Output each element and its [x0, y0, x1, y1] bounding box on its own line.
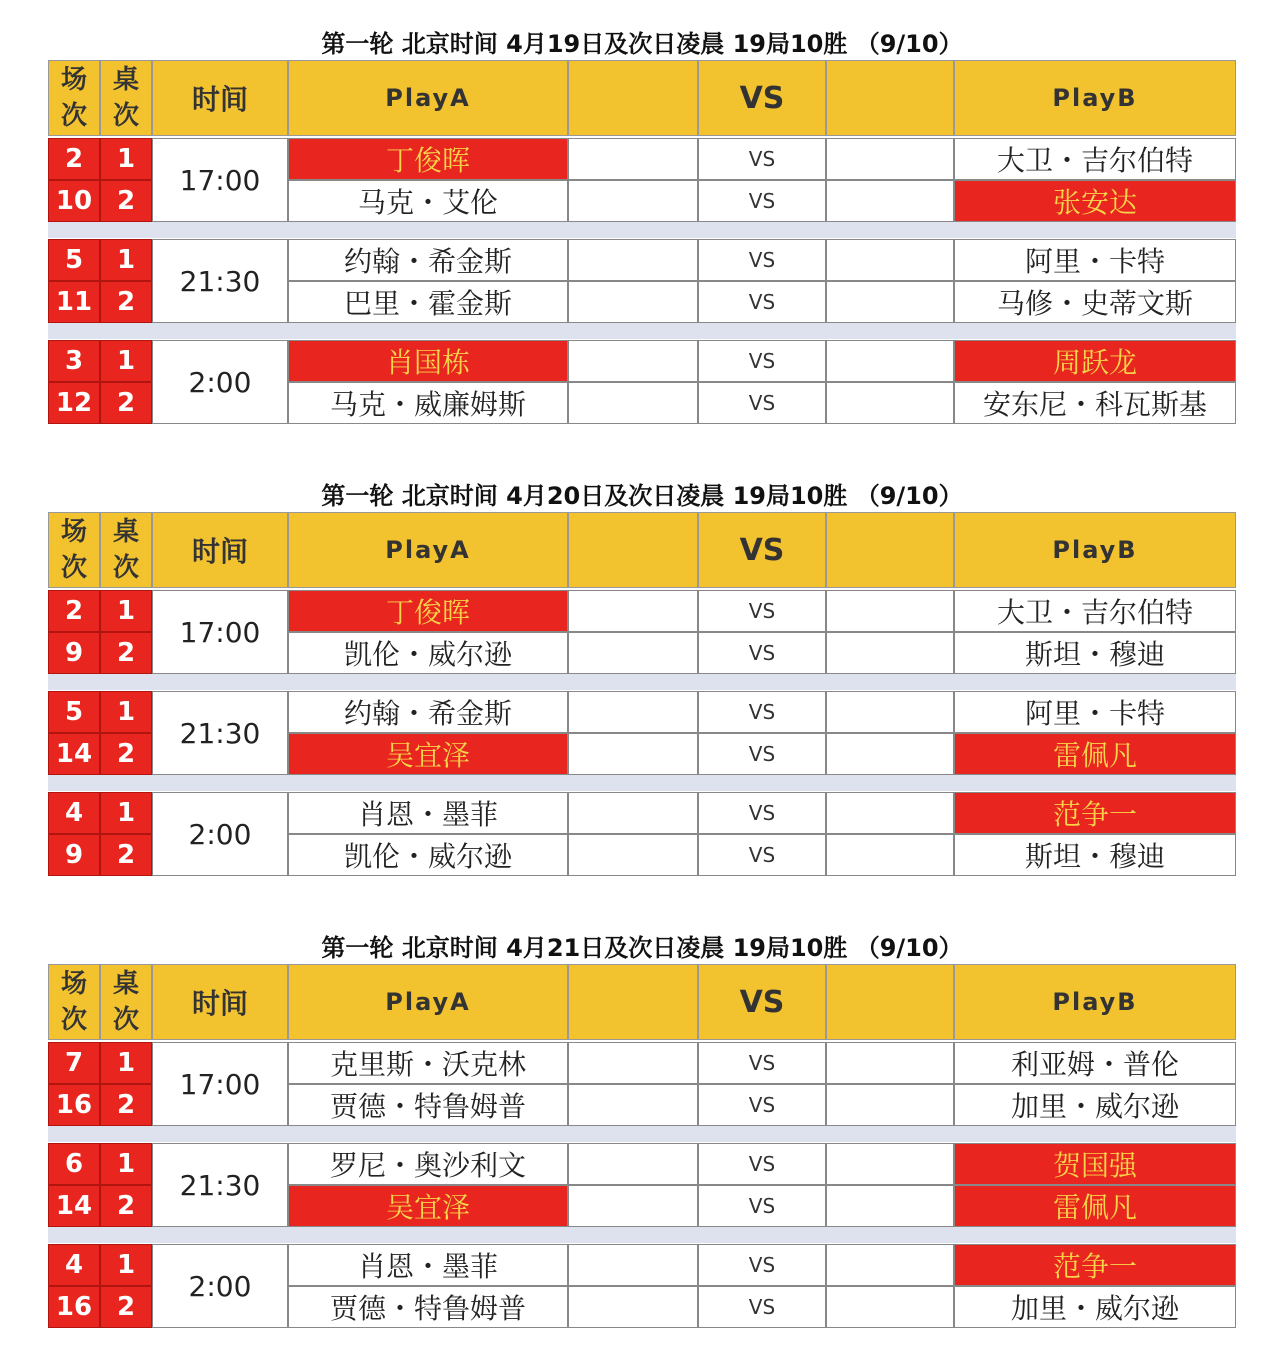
match-time: 17:00 [152, 590, 288, 674]
player-a: 凯伦・威尔逊 [288, 632, 568, 674]
match-number: 16 [48, 1084, 100, 1126]
score-a-cell [568, 239, 698, 281]
score-b-cell [826, 733, 954, 775]
match-number: 6 [48, 1143, 100, 1185]
vs-label: VS [698, 180, 826, 222]
table-number: 1 [100, 1244, 152, 1286]
score-b-cell [826, 382, 954, 424]
table-number: 1 [100, 1143, 152, 1185]
player-b: 利亚姆・普伦 [954, 1042, 1236, 1084]
header-gap-left [568, 512, 698, 588]
match-number: 9 [48, 834, 100, 876]
header-match-char1: 场 [60, 517, 87, 547]
match-group [48, 340, 1236, 424]
player-b: 大卫・吉尔伯特 [954, 590, 1236, 632]
header-playa: PlayA [288, 60, 568, 136]
player-a: 丁俊晖 [288, 590, 568, 632]
match-number: 4 [48, 1244, 100, 1286]
score-b-cell [826, 138, 954, 180]
table-number: 1 [100, 138, 152, 180]
vs-label: VS [698, 1244, 826, 1286]
header-playa: PlayA [288, 964, 568, 1040]
score-b-cell [826, 281, 954, 323]
player-a: 肖恩・墨菲 [288, 1244, 568, 1286]
group-separator [48, 1227, 1236, 1243]
match-number: 2 [48, 138, 100, 180]
score-a-cell [568, 281, 698, 323]
score-a-cell [568, 138, 698, 180]
player-a: 吴宜泽 [288, 733, 568, 775]
header-table-char2: 次 [112, 101, 139, 131]
table-number: 1 [100, 792, 152, 834]
match-time: 2:00 [152, 792, 288, 876]
match-time: 17:00 [152, 138, 288, 222]
header-vs: VS [698, 512, 826, 588]
player-b: 贺国强 [954, 1143, 1236, 1185]
group-separator [48, 775, 1236, 791]
player-a: 马克・艾伦 [288, 180, 568, 222]
player-a: 约翰・希金斯 [288, 239, 568, 281]
header-match [48, 512, 100, 588]
match-number: 2 [48, 590, 100, 632]
player-a: 肖国栋 [288, 340, 568, 382]
match-number: 16 [48, 1286, 100, 1328]
player-b: 斯坦・穆迪 [954, 632, 1236, 674]
vs-label: VS [698, 733, 826, 775]
header-table [100, 60, 152, 136]
match-number: 5 [48, 691, 100, 733]
score-a-cell [568, 792, 698, 834]
player-b: 马修・史蒂文斯 [954, 281, 1236, 323]
vs-label: VS [698, 138, 826, 180]
vs-label: VS [698, 590, 826, 632]
section-title: 第一轮 北京时间 4月21日及次日凌晨 19局10胜 （9/10） [321, 934, 963, 962]
table-number: 1 [100, 239, 152, 281]
group-separator [48, 674, 1236, 690]
match-time: 21:30 [152, 691, 288, 775]
score-b-cell [826, 590, 954, 632]
score-a-cell [568, 632, 698, 674]
player-b: 安东尼・科瓦斯基 [954, 382, 1236, 424]
score-a-cell [568, 691, 698, 733]
player-b: 阿里・卡特 [954, 691, 1236, 733]
header-match-char1: 场 [60, 65, 87, 95]
score-b-cell [826, 834, 954, 876]
header-playb: PlayB [954, 60, 1236, 136]
match-group [48, 1143, 1236, 1227]
table-number: 2 [100, 281, 152, 323]
match-group [48, 239, 1236, 323]
score-b-cell [826, 792, 954, 834]
vs-label: VS [698, 632, 826, 674]
match-number: 11 [48, 281, 100, 323]
header-table-char1: 桌 [112, 517, 139, 547]
match-group [48, 691, 1236, 775]
table-number: 2 [100, 834, 152, 876]
score-a-cell [568, 733, 698, 775]
score-a-cell [568, 1143, 698, 1185]
header-match [48, 964, 100, 1040]
table-number: 1 [100, 1042, 152, 1084]
header-table [100, 512, 152, 588]
score-b-cell [826, 340, 954, 382]
match-number: 14 [48, 1185, 100, 1227]
match-time: 21:30 [152, 239, 288, 323]
header-time: 时间 [152, 964, 288, 1040]
score-a-cell [568, 834, 698, 876]
header-gap-right [826, 964, 954, 1040]
vs-label: VS [698, 1084, 826, 1126]
header-gap-left [568, 964, 698, 1040]
group-separator [48, 222, 1236, 238]
player-a: 马克・威廉姆斯 [288, 382, 568, 424]
match-number: 4 [48, 792, 100, 834]
player-b: 加里・威尔逊 [954, 1084, 1236, 1126]
player-b: 斯坦・穆迪 [954, 834, 1236, 876]
score-b-cell [826, 1286, 954, 1328]
match-group [48, 792, 1236, 876]
match-number: 7 [48, 1042, 100, 1084]
header-table-char1: 桌 [112, 65, 139, 95]
header-match-char2: 次 [60, 101, 87, 131]
header-playa: PlayA [288, 512, 568, 588]
table-number: 1 [100, 691, 152, 733]
vs-label: VS [698, 1185, 826, 1227]
header-match-char2: 次 [60, 1005, 87, 1035]
section-title: 第一轮 北京时间 4月19日及次日凌晨 19局10胜 （9/10） [321, 30, 963, 58]
vs-label: VS [698, 792, 826, 834]
score-b-cell [826, 1244, 954, 1286]
score-b-cell [826, 180, 954, 222]
match-group [48, 590, 1236, 674]
vs-label: VS [698, 1143, 826, 1185]
score-a-cell [568, 1286, 698, 1328]
match-time: 17:00 [152, 1042, 288, 1126]
score-a-cell [568, 1185, 698, 1227]
group-separator [48, 323, 1236, 339]
table-number: 1 [100, 340, 152, 382]
match-time: 21:30 [152, 1143, 288, 1227]
score-b-cell [826, 632, 954, 674]
player-b: 雷佩凡 [954, 1185, 1236, 1227]
header-match-char1: 场 [60, 969, 87, 999]
player-a: 肖恩・墨菲 [288, 792, 568, 834]
score-b-cell [826, 691, 954, 733]
match-group [48, 1244, 1236, 1328]
player-a: 贾德・特鲁姆普 [288, 1084, 568, 1126]
player-a: 凯伦・威尔逊 [288, 834, 568, 876]
player-b: 范争一 [954, 1244, 1236, 1286]
vs-label: VS [698, 834, 826, 876]
player-a: 巴里・霍金斯 [288, 281, 568, 323]
vs-label: VS [698, 239, 826, 281]
match-group [48, 1042, 1236, 1126]
player-a: 约翰・希金斯 [288, 691, 568, 733]
score-a-cell [568, 1042, 698, 1084]
header-time: 时间 [152, 60, 288, 136]
header-gap-right [826, 512, 954, 588]
match-number: 3 [48, 340, 100, 382]
table-number: 2 [100, 1185, 152, 1227]
vs-label: VS [698, 281, 826, 323]
group-separator [48, 1126, 1236, 1142]
match-time: 2:00 [152, 1244, 288, 1328]
score-a-cell [568, 340, 698, 382]
match-group [48, 138, 1236, 222]
header-time: 时间 [152, 512, 288, 588]
score-b-cell [826, 239, 954, 281]
table-number: 2 [100, 1084, 152, 1126]
player-b: 范争一 [954, 792, 1236, 834]
score-b-cell [826, 1084, 954, 1126]
match-number: 9 [48, 632, 100, 674]
header-table-char2: 次 [112, 1005, 139, 1035]
score-b-cell [826, 1185, 954, 1227]
score-a-cell [568, 382, 698, 424]
player-a: 克里斯・沃克林 [288, 1042, 568, 1084]
header-match-char2: 次 [60, 553, 87, 583]
schedule-section [48, 932, 1236, 1332]
player-b: 阿里・卡特 [954, 239, 1236, 281]
header-gap-left [568, 60, 698, 136]
vs-label: VS [698, 340, 826, 382]
match-number: 14 [48, 733, 100, 775]
header-match [48, 60, 100, 136]
vs-label: VS [698, 1042, 826, 1084]
player-b: 雷佩凡 [954, 733, 1236, 775]
table-number: 2 [100, 632, 152, 674]
score-b-cell [826, 1042, 954, 1084]
score-a-cell [568, 180, 698, 222]
match-number: 5 [48, 239, 100, 281]
player-a: 贾德・特鲁姆普 [288, 1286, 568, 1328]
match-time: 2:00 [152, 340, 288, 424]
score-b-cell [826, 1143, 954, 1185]
schedule-section [48, 480, 1236, 880]
header-vs: VS [698, 60, 826, 136]
header-playb: PlayB [954, 512, 1236, 588]
table-number: 2 [100, 180, 152, 222]
player-b: 加里・威尔逊 [954, 1286, 1236, 1328]
table-number: 2 [100, 1286, 152, 1328]
vs-label: VS [698, 691, 826, 733]
score-a-cell [568, 590, 698, 632]
header-table [100, 964, 152, 1040]
player-a: 吴宜泽 [288, 1185, 568, 1227]
match-number: 10 [48, 180, 100, 222]
header-table-char2: 次 [112, 553, 139, 583]
header-playb: PlayB [954, 964, 1236, 1040]
player-a: 罗尼・奥沙利文 [288, 1143, 568, 1185]
section-title: 第一轮 北京时间 4月20日及次日凌晨 19局10胜 （9/10） [321, 482, 963, 510]
score-a-cell [568, 1084, 698, 1126]
player-b: 大卫・吉尔伯特 [954, 138, 1236, 180]
table-number: 2 [100, 733, 152, 775]
match-number: 12 [48, 382, 100, 424]
table-number: 2 [100, 382, 152, 424]
player-a: 丁俊晖 [288, 138, 568, 180]
score-a-cell [568, 1244, 698, 1286]
player-b: 周跃龙 [954, 340, 1236, 382]
header-gap-right [826, 60, 954, 136]
player-b: 张安达 [954, 180, 1236, 222]
header-vs: VS [698, 964, 826, 1040]
table-number: 1 [100, 590, 152, 632]
schedule-section [48, 28, 1236, 428]
vs-label: VS [698, 382, 826, 424]
header-table-char1: 桌 [112, 969, 139, 999]
vs-label: VS [698, 1286, 826, 1328]
